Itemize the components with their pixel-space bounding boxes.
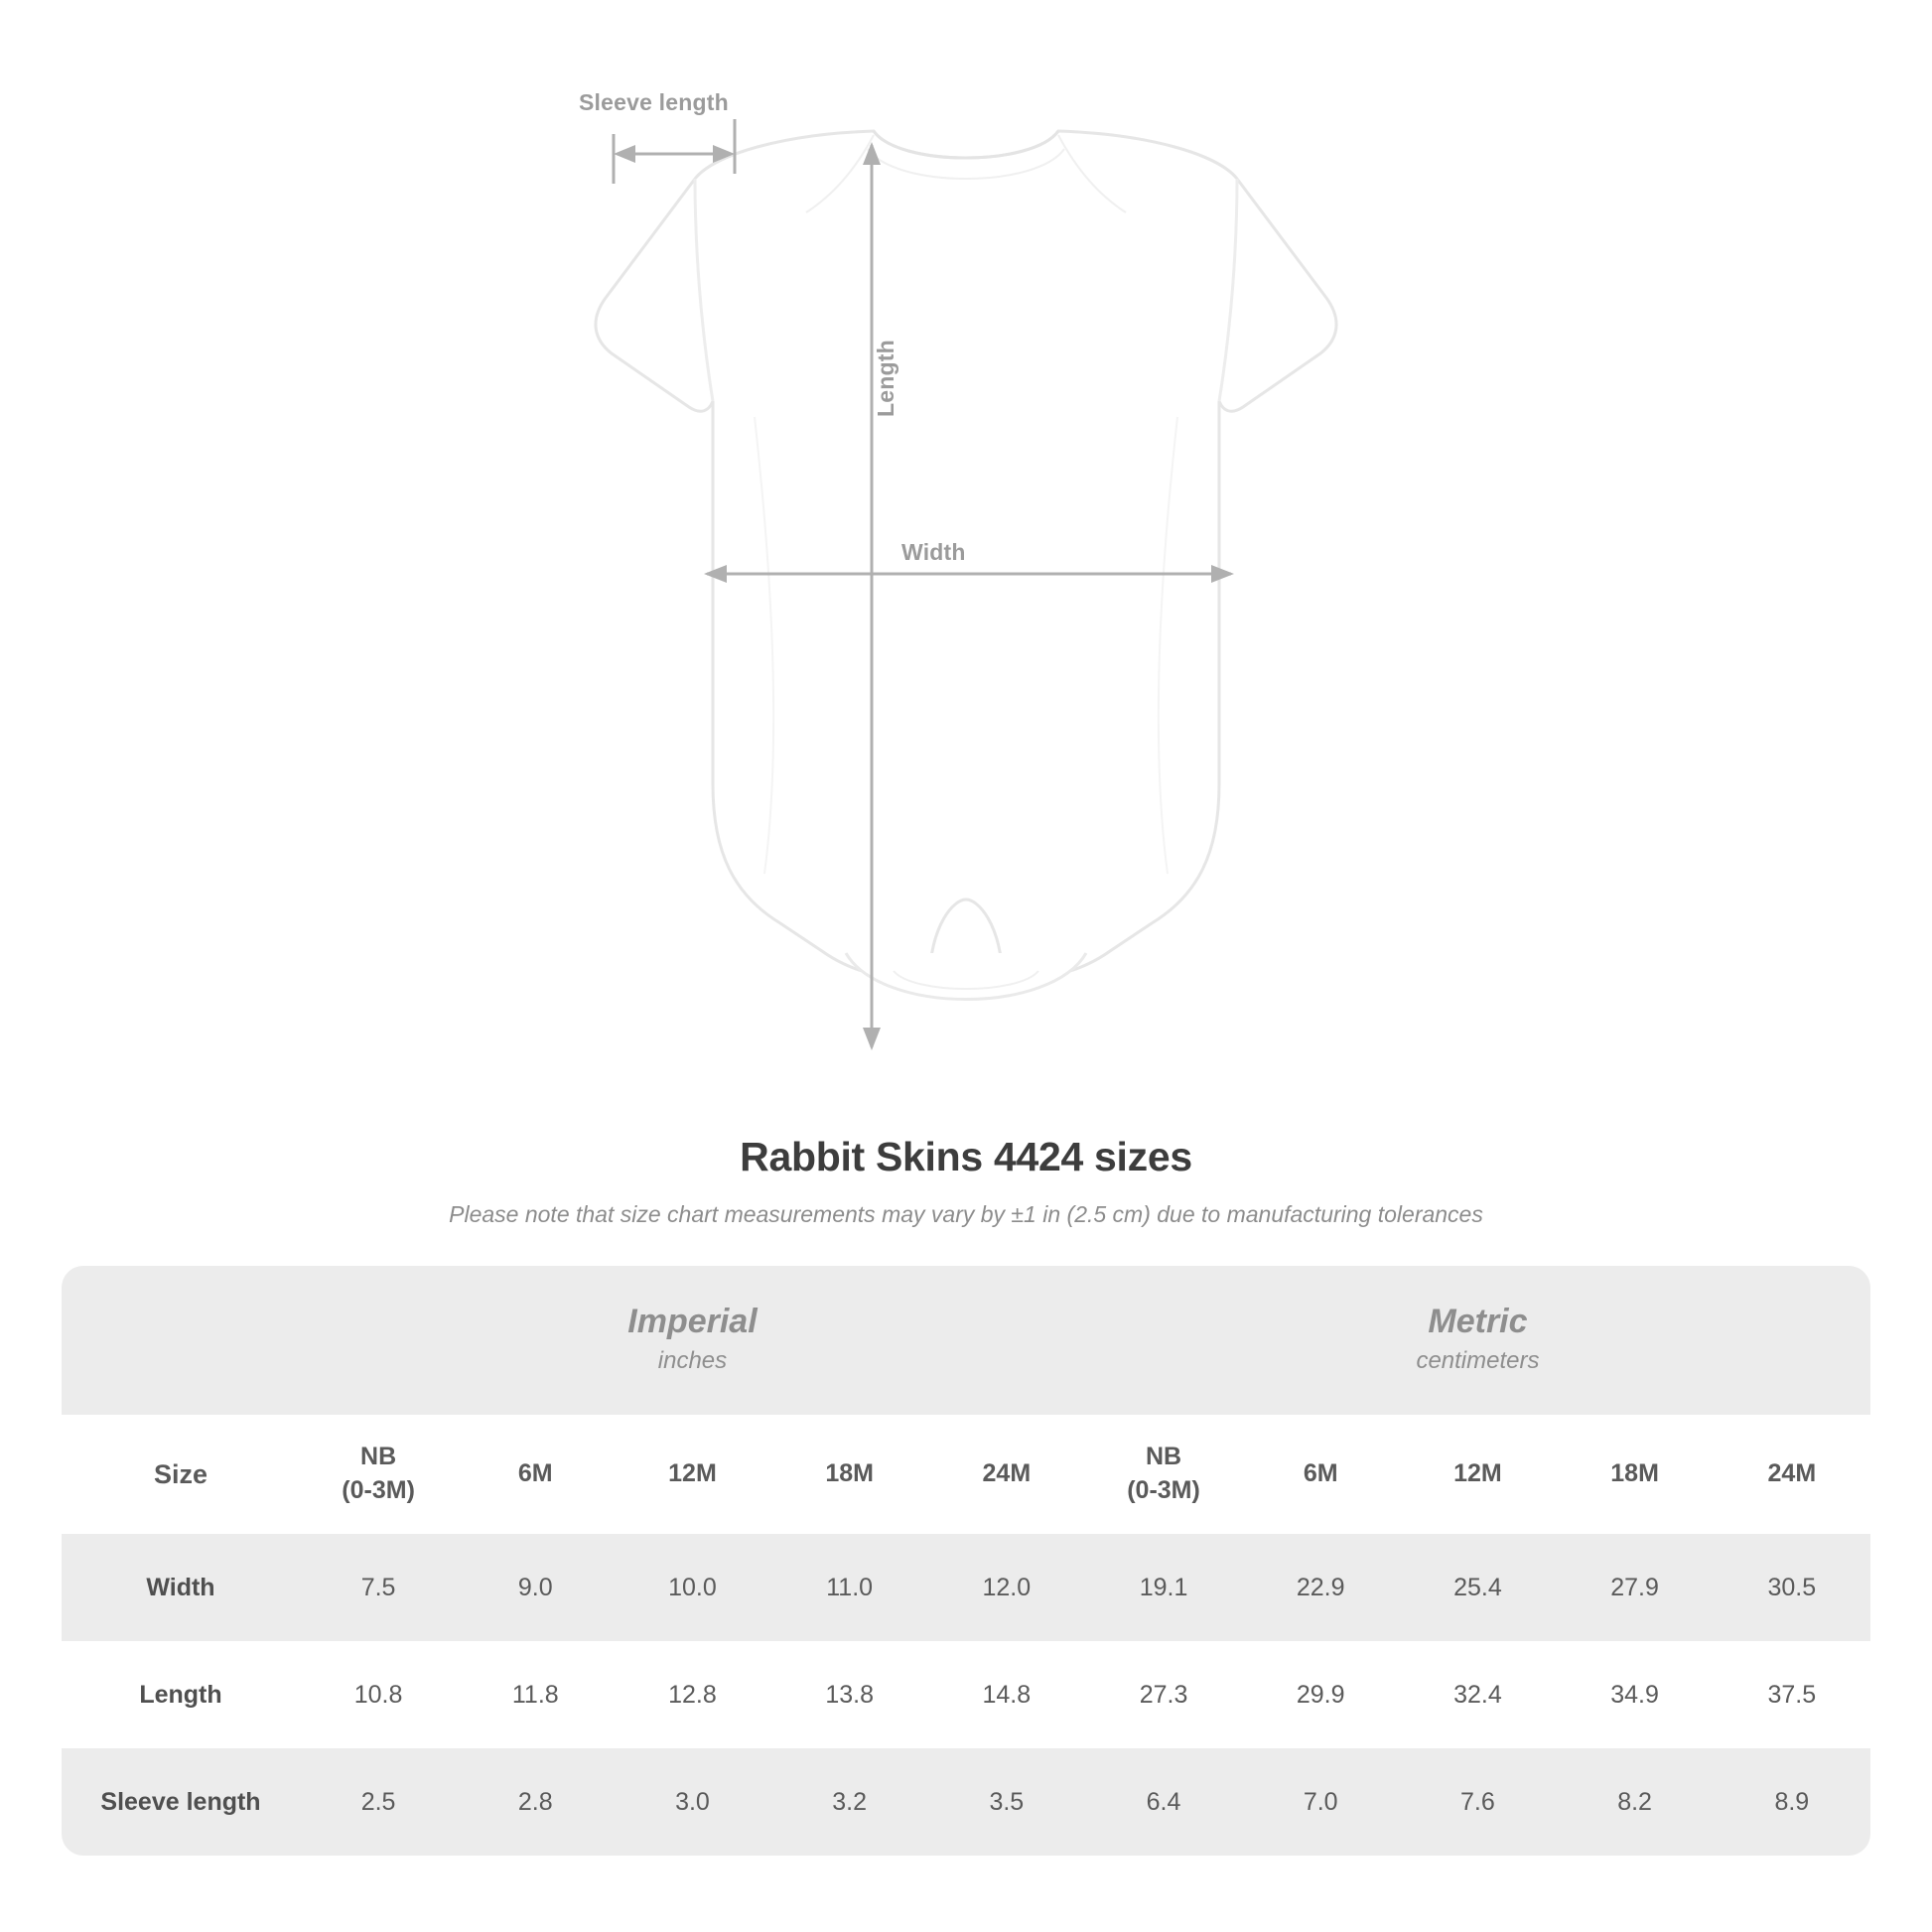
cell: 22.9: [1242, 1534, 1399, 1641]
cell: 8.2: [1557, 1748, 1714, 1856]
unit-metric: [1085, 1266, 1870, 1415]
col-header-top: 18M: [825, 1459, 874, 1488]
cell: 12.0: [928, 1534, 1085, 1641]
unit-spacer: [62, 1266, 300, 1415]
table-row: [62, 1641, 1870, 1748]
length-label: Length: [873, 340, 898, 417]
table-row: [62, 1748, 1870, 1856]
cell: 10.0: [614, 1534, 770, 1641]
col-header-bottom: (0-3M): [342, 1476, 415, 1504]
cell: 13.8: [771, 1641, 928, 1748]
cell: 19.1: [1085, 1534, 1242, 1641]
col-header-6m-metric: [1242, 1415, 1399, 1534]
cell: 7.6: [1399, 1748, 1556, 1856]
cell: 2.8: [457, 1748, 614, 1856]
col-header-nb-metric: [1085, 1415, 1242, 1534]
col-header-24m-imperial: [928, 1415, 1085, 1534]
row-label-sleeve-length: Sleeve length: [62, 1748, 300, 1856]
col-header-top: 12M: [668, 1459, 717, 1488]
unit-imperial-name: Imperial: [627, 1302, 758, 1340]
unit-metric-name: Metric: [1428, 1302, 1528, 1340]
row-label-width: Width: [62, 1534, 300, 1641]
col-header-12m-imperial: [614, 1415, 770, 1534]
row-label-length: Length: [62, 1641, 300, 1748]
column-header-row: [62, 1415, 1870, 1534]
cell: 7.5: [300, 1534, 457, 1641]
unit-header-row: [62, 1266, 1870, 1415]
col-header-top: 12M: [1453, 1459, 1502, 1488]
cell: 14.8: [928, 1641, 1085, 1748]
tolerance-note: Please note that size chart measurements may vary by ±1 in (2.5 cm) due to manufacturing tolerances: [449, 1201, 1483, 1227]
size-table: [62, 1266, 1870, 1856]
col-header-18m-imperial: [771, 1415, 928, 1534]
col-header-12m-metric: [1399, 1415, 1556, 1534]
col-header-top: 6M: [1303, 1459, 1338, 1488]
title-block: [0, 1134, 1932, 1228]
cell: 30.5: [1714, 1534, 1870, 1641]
page-title: Rabbit Skins 4424 sizes: [740, 1134, 1192, 1179]
cell: 12.8: [614, 1641, 770, 1748]
sleeve-length-label: Sleeve length: [579, 89, 729, 115]
col-header-6m-imperial: [457, 1415, 614, 1534]
table-row: [62, 1534, 1870, 1641]
size-table-wrapper: [62, 1266, 1870, 1856]
cell: 3.2: [771, 1748, 928, 1856]
cell: 27.9: [1557, 1534, 1714, 1641]
cell: 2.5: [300, 1748, 457, 1856]
cell: 11.0: [771, 1534, 928, 1641]
cell: 10.8: [300, 1641, 457, 1748]
cell: 7.0: [1242, 1748, 1399, 1856]
size-header: Size: [62, 1415, 300, 1534]
col-header-bottom: (0-3M): [1127, 1476, 1200, 1504]
cell: 6.4: [1085, 1748, 1242, 1856]
cell: 34.9: [1557, 1641, 1714, 1748]
col-header-top: NB: [1145, 1443, 1182, 1471]
cell: 29.9: [1242, 1641, 1399, 1748]
cell: 11.8: [457, 1641, 614, 1748]
cell: 32.4: [1399, 1641, 1556, 1748]
col-header-top: 24M: [982, 1459, 1032, 1488]
col-header-top: 6M: [517, 1459, 553, 1488]
width-label: Width: [901, 539, 966, 565]
unit-metric-sub: centimeters: [1416, 1347, 1540, 1375]
col-header-24m-metric: [1714, 1415, 1870, 1534]
cell: 9.0: [457, 1534, 614, 1641]
col-header-top: 24M: [1767, 1459, 1817, 1488]
unit-imperial: [300, 1266, 1085, 1415]
cell: 25.4: [1399, 1534, 1556, 1641]
cell: 37.5: [1714, 1641, 1870, 1748]
cell: 27.3: [1085, 1641, 1242, 1748]
unit-imperial-sub: inches: [657, 1347, 728, 1375]
cell: 8.9: [1714, 1748, 1870, 1856]
col-header-nb-imperial: [300, 1415, 457, 1534]
cell: 3.5: [928, 1748, 1085, 1856]
cell: 3.0: [614, 1748, 770, 1856]
col-header-top: 18M: [1610, 1459, 1659, 1488]
col-header-top: NB: [360, 1443, 397, 1471]
col-header-18m-metric: [1557, 1415, 1714, 1534]
